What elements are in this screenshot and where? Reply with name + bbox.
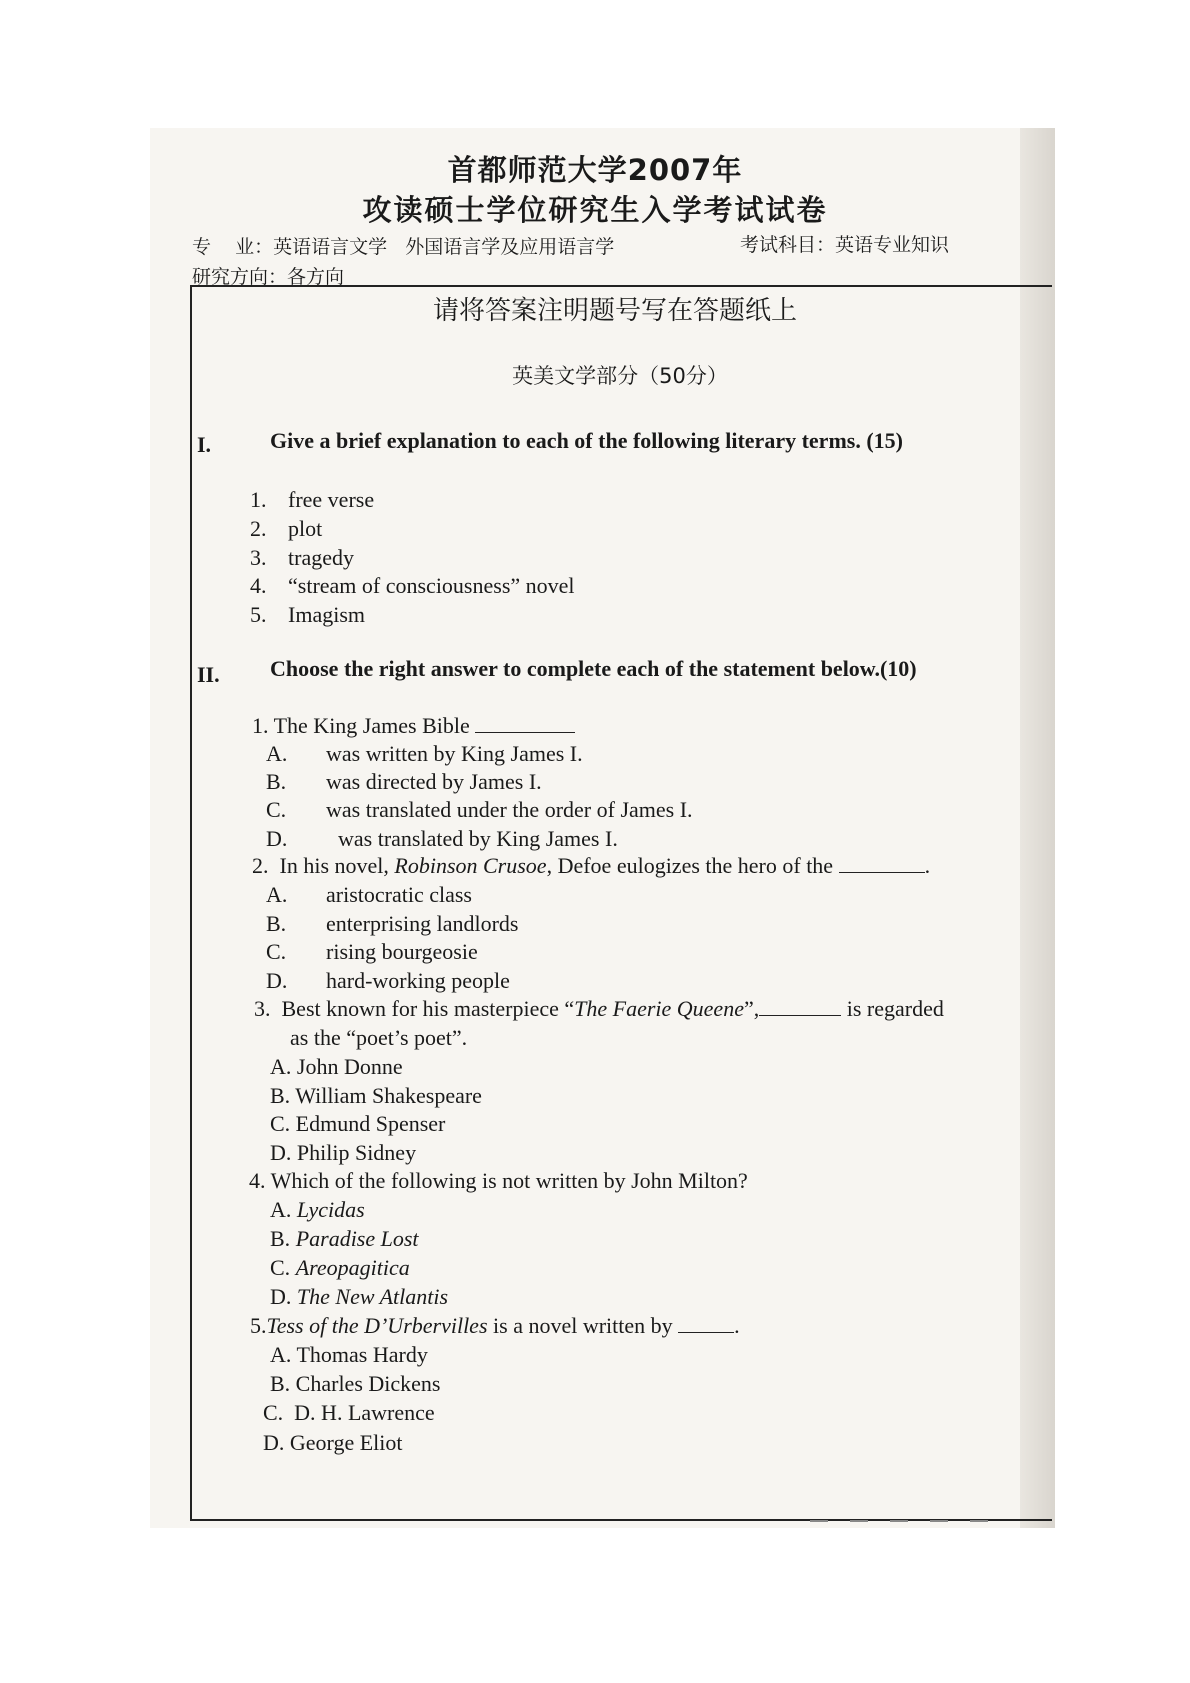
answer-blank (475, 714, 575, 733)
option: A. Thomas Hardy (270, 1342, 428, 1367)
page-footer-mark (810, 1520, 1010, 1522)
option-letter: B. (270, 1226, 291, 1251)
book-title: Tess of the D’Urbervilles (266, 1313, 488, 1338)
term-number: 5. (250, 602, 267, 627)
option (266, 797, 693, 823)
term-number: 4. (250, 573, 267, 598)
option-title: Areopagitica (295, 1255, 410, 1280)
question-stem (254, 996, 944, 1022)
option: D. Philip Sidney (270, 1140, 417, 1165)
option-letter: A. (266, 741, 288, 766)
book-title: The Faerie Queene (574, 996, 744, 1021)
section1-heading: Give a brief explanation to each of the following literary terms. (15) (270, 428, 903, 453)
book-title: Robinson Crusoe (394, 853, 547, 878)
exam-title-line1: 首都师范大学2007年 (447, 153, 743, 187)
subject-label: 考试科目： (740, 234, 836, 256)
question-text: is regarded (846, 996, 944, 1021)
option (266, 826, 618, 852)
term-item (250, 487, 374, 513)
answer-blank (759, 997, 841, 1016)
answer-blank (839, 854, 925, 873)
option (266, 741, 583, 767)
option: C. Edmund Spenser (270, 1111, 446, 1136)
major-row (192, 232, 614, 259)
option-letter: B. (266, 911, 287, 936)
part-title: 英美文学部分（50分） (512, 364, 728, 388)
option-text: aristocratic class (326, 882, 472, 907)
option-text: was written by King James I. (326, 741, 583, 766)
question-stem (250, 1313, 740, 1339)
term-text: “stream of consciousness” novel (288, 573, 575, 598)
subject-value: 英语专业知识 (835, 234, 950, 256)
question-number: 5. (250, 1313, 267, 1338)
term-text: tragedy (288, 545, 354, 570)
question-stem (252, 713, 575, 739)
option (270, 1284, 448, 1310)
option: B. William Shakespeare (270, 1083, 482, 1108)
option-letter: D. (266, 968, 288, 993)
option-text: was translated by King James I. (338, 826, 618, 851)
question-stem: 4. Which of the following is not written by John Milton? (249, 1168, 748, 1193)
option-title: Lycidas (296, 1197, 365, 1222)
option-text: was directed by James I. (326, 769, 542, 794)
question-stem (252, 853, 930, 879)
option-letter: C. (266, 939, 287, 964)
term-item (250, 602, 365, 628)
option-title: The New Atlantis (296, 1284, 449, 1309)
term-item (250, 516, 322, 542)
question-end: . (924, 853, 931, 878)
option (270, 1197, 365, 1223)
option (266, 911, 518, 937)
question-continuation: as the “poet’s poet”. (290, 1025, 468, 1050)
term-text: free verse (288, 487, 375, 512)
question-end: . (734, 1313, 740, 1338)
option-text: rising bourgeosie (326, 939, 478, 964)
option-letter: A. (270, 1197, 292, 1222)
answer-notice: 请将答案注明题号写在答题纸上 (432, 296, 797, 326)
option-letter: C. (270, 1255, 291, 1280)
major-value: 英语语言文学 外国语言学及应用语言学 (273, 236, 615, 258)
direction-value: 各方向 (287, 266, 345, 288)
question-text: 1. The King James Bible (252, 713, 470, 738)
term-text: Imagism (288, 602, 365, 627)
option-text: enterprising landlords (326, 911, 519, 936)
term-number: 3. (250, 545, 267, 570)
answer-blank (678, 1314, 734, 1333)
option-letter: A. (266, 882, 288, 907)
option: D. George Eliot (263, 1430, 403, 1455)
option (266, 882, 472, 908)
question-text: ”, (743, 996, 760, 1021)
term-item (250, 573, 575, 599)
question-text: 2. In his novel, (252, 853, 395, 878)
option (270, 1226, 419, 1252)
exam-title-line2: 攻读硕士学位研究生入学考试试卷 (362, 193, 828, 227)
term-number: 2. (250, 516, 267, 541)
option (266, 939, 478, 965)
major-label: 专 业： (192, 236, 274, 258)
direction-label: 研究方向： (192, 266, 288, 288)
section2-heading: Choose the right answer to complete each of the statement below.(10) (270, 656, 917, 681)
subject-row (740, 230, 949, 257)
option-letter: D. (270, 1284, 292, 1309)
term-number: 1. (250, 487, 267, 512)
option (270, 1255, 410, 1281)
option-letter: C. (266, 797, 287, 822)
option (266, 769, 542, 795)
option (266, 968, 510, 994)
question-text: is a novel written by (487, 1313, 673, 1338)
option-text: was translated under the order of James I. (326, 797, 693, 822)
question-text: , Defoe eulogizes the hero of the (546, 853, 834, 878)
option: C. D. H. Lawrence (263, 1400, 435, 1425)
section2-number: II. (197, 662, 220, 687)
option: A. John Donne (270, 1054, 403, 1079)
option-text: hard-working people (326, 968, 510, 993)
option-title: Paradise Lost (295, 1226, 419, 1251)
option-letter: B. (266, 769, 287, 794)
question-text: 3. Best known for his masterpiece “ (254, 996, 575, 1021)
term-text: plot (288, 516, 323, 541)
option: B. Charles Dickens (270, 1371, 441, 1396)
section1-number: I. (197, 432, 212, 457)
term-item (250, 545, 354, 571)
option-letter: D. (266, 826, 288, 851)
